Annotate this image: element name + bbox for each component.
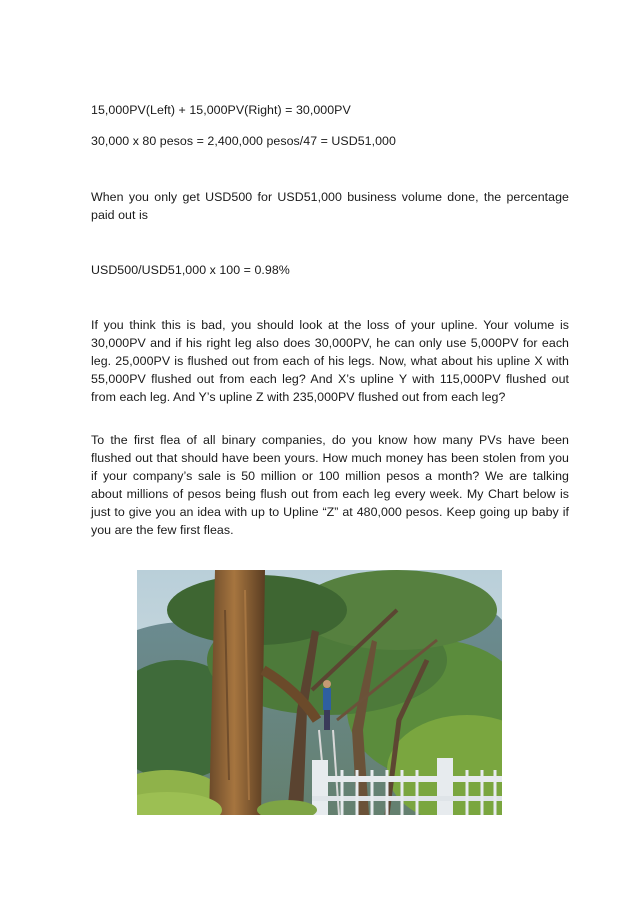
paragraph-first-flea: To the first flea of all binary companies, do you know how many PVs have been flushed out that should have been yours. How much money has been stolen from you if your company’s sale is 50 million or 100 million pesos a month? We are talking about millions of pesos being flush out from each leg every week. My Chart below is just to give you an idea with up to Upline “Z” at 480,000 pesos. Keep going up baby if you are the few first fleas. [91, 433, 569, 537]
paragraph-upline-loss: If you think this is bad, you should look at the loss of your upline. Your volume is 30,000PV and if his right leg also does 30,000PV, he can only use 5,000PV for each leg. 25,000PV is flushed out from each of his legs. Now, what about his upline X with 55,000PV flushed out from each leg? And X’s upline Y with 115,000PV flushed out from each leg. And Y’s upline Z with 235,000PV flushed out from each leg? [91, 318, 569, 404]
paragraph-payout-percentage: When you only get USD500 for USD51,000 business volume done, the percentage paid out is [91, 190, 569, 222]
tree-trimmer-photo [137, 570, 502, 815]
equation-percentage: USD500/USD51,000 x 100 = 0.98% [91, 263, 290, 277]
equation-pesos-conversion: 30,000 x 80 pesos = 2,400,000 pesos/47 = USD51,000 [91, 134, 396, 148]
equation-pv-total: 15,000PV(Left) + 15,000PV(Right) = 30,000PV [91, 103, 351, 117]
